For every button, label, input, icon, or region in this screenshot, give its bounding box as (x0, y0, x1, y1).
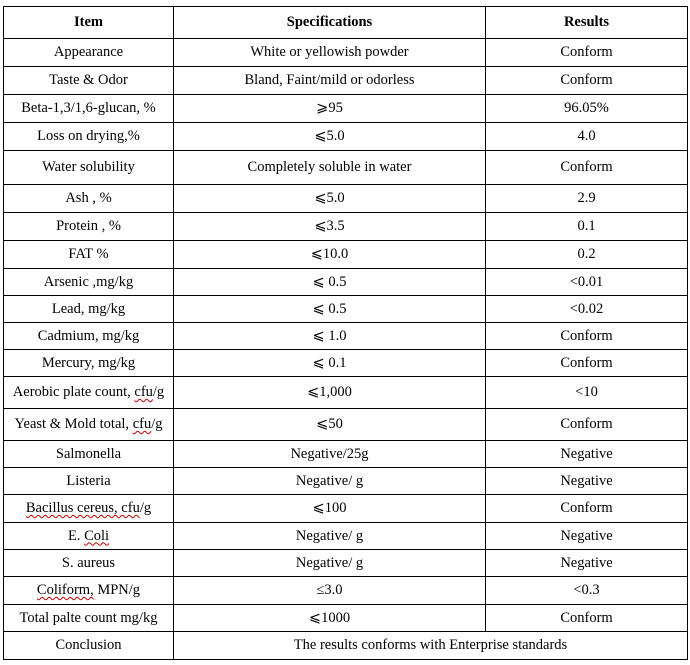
conclusion-label: Conclusion (4, 632, 174, 660)
table-row (4, 350, 688, 377)
item-cell: Cadmium, mg/kg (4, 323, 174, 350)
table-row (4, 577, 688, 605)
spec-cell: ⩽10.0 (174, 241, 486, 269)
result-cell: Conform (486, 39, 688, 67)
result-cell: Conform (486, 409, 688, 441)
item-cell (4, 577, 174, 605)
item-cell (4, 495, 174, 523)
spec-cell: ⩽3.5 (174, 213, 486, 241)
result-cell: Conform (486, 323, 688, 350)
result-cell: <0.01 (486, 269, 688, 296)
spec-cell: ⩽ 0.5 (174, 269, 486, 296)
result-cell: Negative (486, 523, 688, 550)
spellcheck-marked-text: cfu (134, 384, 153, 400)
table-row (4, 468, 688, 495)
result-cell: 0.1 (486, 213, 688, 241)
item-cell: Lead, mg/kg (4, 296, 174, 323)
spec-cell: Completely soluble in water (174, 151, 486, 185)
table-row (4, 95, 688, 123)
item-cell: Taste & Odor (4, 67, 174, 95)
result-cell: <0.02 (486, 296, 688, 323)
item-cell: Total palte count mg/kg (4, 605, 174, 632)
table-row (4, 241, 688, 269)
header-item: Item (4, 7, 174, 39)
item-cell: Appearance (4, 39, 174, 67)
spellcheck-marked-text: cfu (132, 416, 152, 432)
item-cell: Salmonella (4, 441, 174, 468)
item-cell: FAT % (4, 241, 174, 269)
item-cell: Mercury, mg/kg (4, 350, 174, 377)
result-cell: Conform (486, 350, 688, 377)
conclusion-row (4, 632, 688, 660)
result-cell: Conform (486, 67, 688, 95)
table-row (4, 377, 688, 409)
spellcheck-marked-text: Coliform, (36, 582, 94, 598)
spec-cell: Negative/ g (174, 523, 486, 550)
table-row (4, 323, 688, 350)
spec-cell: White or yellowish powder (174, 39, 486, 67)
result-cell: Conform (486, 495, 688, 523)
item-text: Aerobic plate count, (12, 384, 135, 400)
spec-cell: Negative/ g (174, 550, 486, 577)
item-cell: Ash , % (4, 185, 174, 213)
item-cell: Arsenic ,mg/kg (4, 269, 174, 296)
table-row (4, 495, 688, 523)
spec-cell: Negative/ g (174, 468, 486, 495)
table-header-row (4, 7, 688, 39)
table-row (4, 269, 688, 296)
spec-cell: ⩽1000 (174, 605, 486, 632)
result-cell: Negative (486, 550, 688, 577)
item-text: Yeast & Mold total, (14, 416, 133, 432)
header-specifications: Specifications (174, 7, 486, 39)
result-cell: Negative (486, 468, 688, 495)
result-cell: 96.05% (486, 95, 688, 123)
result-cell: Conform (486, 605, 688, 632)
spec-cell: ⩽5.0 (174, 185, 486, 213)
spec-cell: ⩽100 (174, 495, 486, 523)
item-cell: Protein , % (4, 213, 174, 241)
result-cell: <10 (486, 377, 688, 409)
spellcheck-marked-text: Coli (84, 527, 110, 544)
result-cell: Conform (486, 151, 688, 185)
table-row (4, 605, 688, 632)
spec-cell: ⩽ 1.0 (174, 323, 486, 350)
item-text: /g (152, 384, 165, 400)
item-text: /g (151, 416, 163, 432)
table-row (4, 409, 688, 441)
item-cell: Water solubility (4, 151, 174, 185)
item-cell: Listeria (4, 468, 174, 495)
spellcheck-marked-text: Bacillus cereus, cfu (25, 500, 140, 516)
item-cell: S. aureus (4, 550, 174, 577)
spec-cell: ⩽ 0.5 (174, 296, 486, 323)
table-row (4, 185, 688, 213)
item-cell (4, 377, 174, 409)
item-cell (4, 409, 174, 441)
result-cell: 4.0 (486, 123, 688, 151)
table-row (4, 123, 688, 151)
table-row (4, 39, 688, 67)
item-cell: Loss on drying,% (4, 123, 174, 151)
item-cell: Beta-1,3/1,6-glucan, % (4, 95, 174, 123)
table-row (4, 67, 688, 95)
result-cell: Negative (486, 441, 688, 468)
table-row (4, 550, 688, 577)
spec-cell: ⩾95 (174, 95, 486, 123)
table-row (4, 296, 688, 323)
spec-cell: ⩽ 0.1 (174, 350, 486, 377)
spec-cell: ⩽1,000 (174, 377, 486, 409)
result-cell: 0.2 (486, 241, 688, 269)
spec-cell: Bland, Faint/mild or odorless (174, 67, 486, 95)
spec-cell: ≤3.0 (174, 577, 486, 605)
spec-cell: Negative/25g (174, 441, 486, 468)
item-text: MPN/g (93, 582, 141, 598)
specification-table (3, 6, 688, 660)
item-text: /g (139, 500, 152, 516)
table-row (4, 441, 688, 468)
item-text: E. (67, 527, 85, 544)
table-row (4, 213, 688, 241)
result-cell: 2.9 (486, 185, 688, 213)
spec-cell: ⩽5.0 (174, 123, 486, 151)
result-cell: <0.3 (486, 577, 688, 605)
header-results: Results (486, 7, 688, 39)
item-cell (4, 523, 174, 550)
conclusion-text: The results conforms with Enterprise standards (174, 632, 688, 660)
spec-cell: ⩽50 (174, 409, 486, 441)
table-row (4, 151, 688, 185)
table-row (4, 523, 688, 550)
